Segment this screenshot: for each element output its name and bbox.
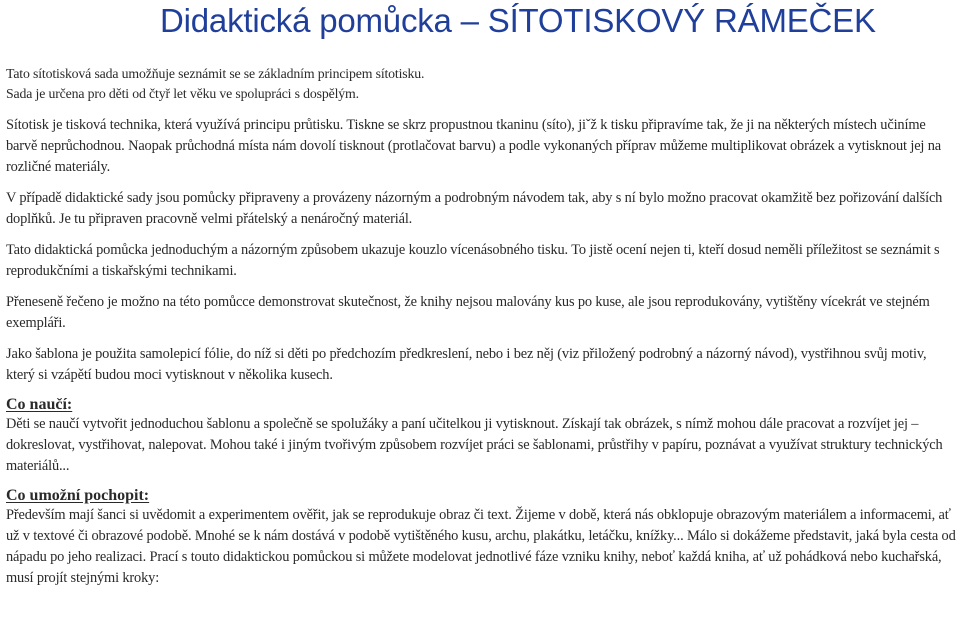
section-understand-text: Především mají šanci si uvědomit a experimentem ověřit, jak se reprodukuje obraz či text. Žijeme v době, která nás obklopuje obrazovým materiálem a informacemi, ať už v textové či obrazové podobě. Mnohé se k nám dostává v podobě vytištěného kusu, archu, plakátku, letáčku, knížky... Málo si dokážeme představit, jaká byla cesta od nápadu po jeho realizaci. Prací s touto didaktickou pomůckou si můžete modelovat jednotlivé fáze vzniku knihy, neboť každá kniha, ať už pohádková nebo kuchařská, musí projít stejnými kroky: (6, 507, 956, 586)
document-body (6, 64, 958, 599)
intro-line-2: Sada je určena pro děti od čtyř let věku ve spolupráci s dospělým. (6, 86, 359, 101)
intro-line-1: Tato sítotisková sada umožňuje seznámit se se základním principem sítotisku. (6, 66, 425, 81)
paragraph-didactic-set: V případě didaktické sady jsou pomůcky připraveny a provázeny názorným a podrobným návodem tak, aby s ní bylo možno pracovat okamžitě bez pořizování dalších doplňků. Je tu připraven pracovně velmi přátelský a nenáročný materiál. (6, 190, 943, 227)
paragraph-multiple-print: Tato didaktická pomůcka jednoduchým a názorným způsobem ukazuje kouzlo vícenásobného tisku. To jistě ocení nejen ti, kteří dosud neměli příležitost se seznámit s reprodukčními a tiskařskými technikami. (6, 242, 940, 279)
paragraph-books: Přeneseně řečeno je možno na této pomůcce demonstrovat skutečnost, že knihy nejsou malovány kus po kuse, ale jsou reprodukovány, vytištěny vícekrát ve stejném exempláři. (6, 294, 930, 331)
page-title: Didaktická pomůcka – SÍTOTISKOVÝ RÁMEČEK (160, 2, 876, 39)
section-learn-text: Děti se naučí vytvořit jednoduchou šablonu a společně se spolužáky a paní učitelkou ji vytisknout. Získají tak obrázek, s nímž mohou dále pracovat a rozvíjet jej – dokreslovat, vystřihovat, nalepovat. Mohou také i jiným tvořivým způsobem rozvíjet práci se šablonami, průstřihy v papíru, poznávat a využívat struktury technických materiálů... (6, 416, 943, 474)
section-understand (6, 487, 958, 589)
paragraph-screen-printing: Sítotisk je tisková technika, která využívá principu průtisku. Tiskne se skrz propustnou tkaninu (síto), jiˇž k tisku připravíme tak, že ji na některých místech učiníme barvě neprůchodnou. Naopak průchodná místa nám dovolí tisknout (protlačovat barvu) a podle vykonaných příprav můžeme multiplikovat obrázek a vytisknout jej na rozličné materiály. (6, 117, 942, 175)
section-understand-heading: Co umožní pochopit: (6, 487, 150, 504)
section-learn-heading: Co naučí: (6, 396, 73, 413)
section-learn (6, 396, 958, 477)
paragraph-stencil: Jako šablona je použita samolepicí fólie, do níž si děti po předchozím předkreslení, nebo i bez něj (viz přiložený podrobný a názorný návod), vystřihnou svůj motiv, který si vzápětí budou moci vytisknout v několika kusech. (6, 346, 927, 383)
intro-paragraph (6, 64, 958, 104)
